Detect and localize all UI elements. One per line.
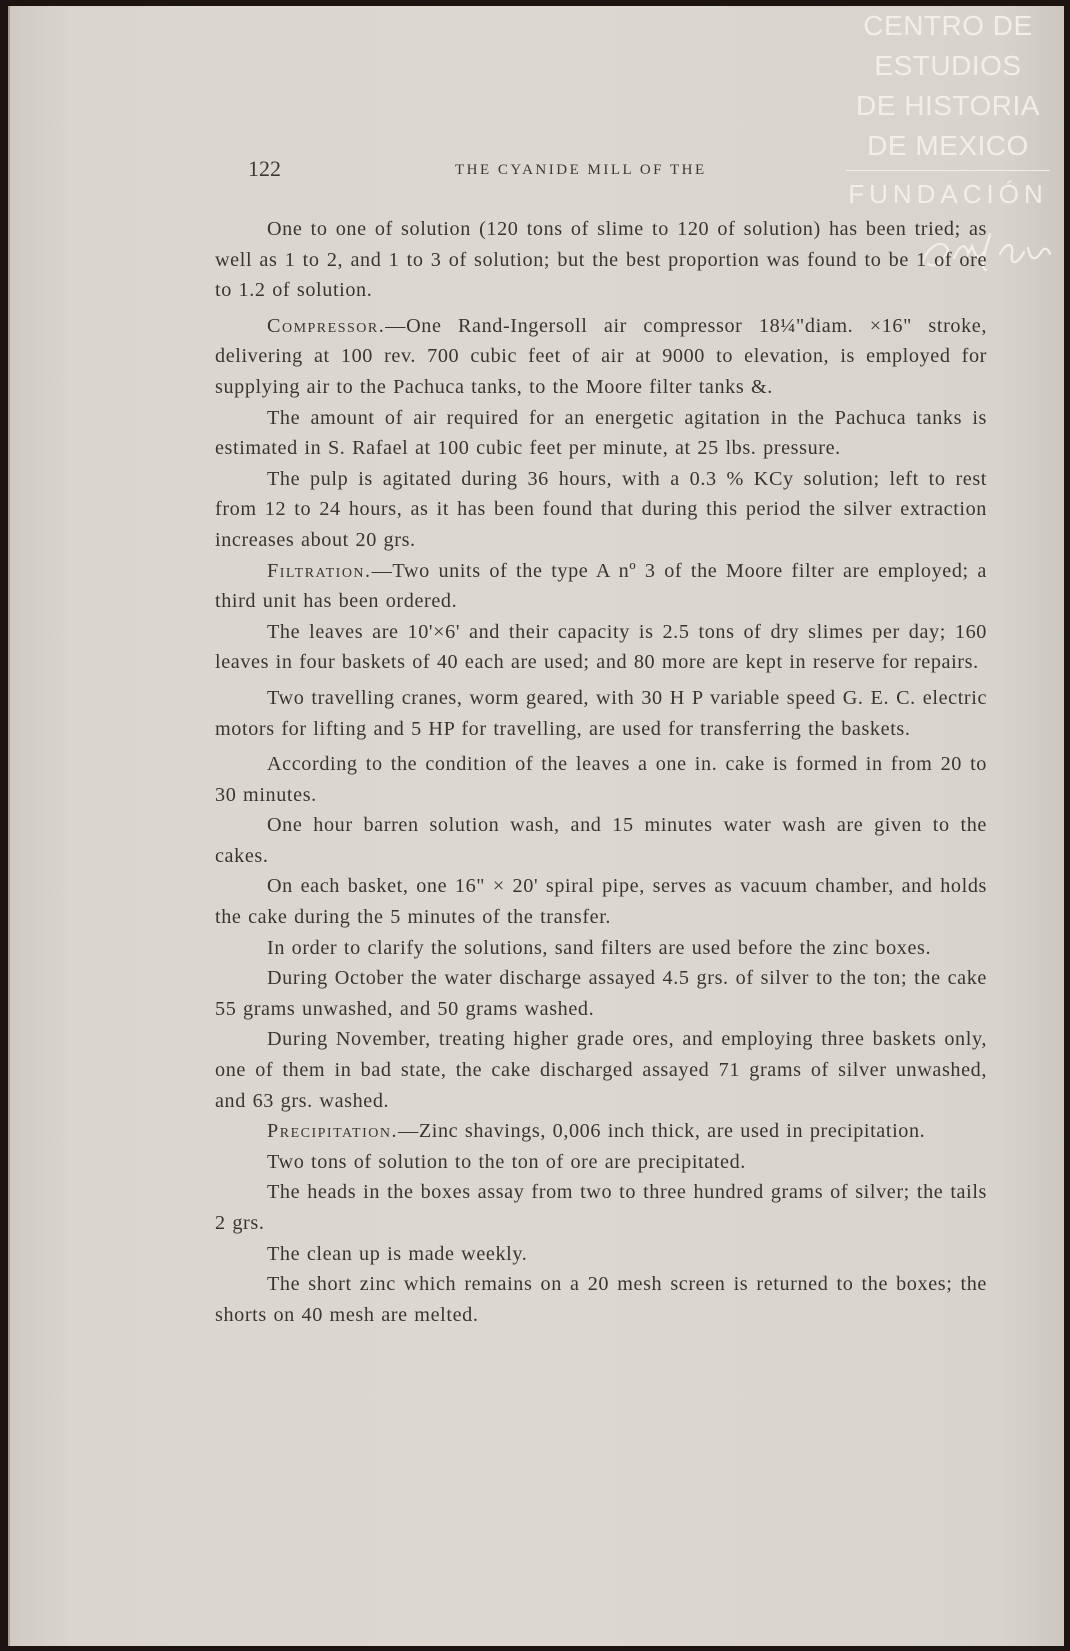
- paragraph-compressor: [215, 311, 987, 403]
- paragraph-filtration: [215, 556, 987, 617]
- paragraph-text: —Two units of the type A nº 3 of the Moore filter are employed; a third unit has been ordered.: [215, 559, 987, 613]
- paragraph-text: The short zinc which remains on a 20 mesh screen is returned to the boxes; the shorts on 40 mesh are melted.: [215, 1273, 987, 1326]
- paragraph-heads-tails: [215, 1177, 987, 1238]
- running-title: THE CYANIDE MILL OF THE: [455, 162, 707, 178]
- paragraph-text: The heads in the boxes assay from two to three hundred grams of silver; the tails 2 grs.: [215, 1181, 987, 1234]
- stamp-line-4: DE MEXICO: [867, 130, 1029, 161]
- paragraph-text: On each basket, one 16" × 20' spiral pipe, serves as vacuum chamber, and holds the cake during the 5 minutes of the transfer.: [215, 875, 987, 929]
- paragraph-text: Two travelling cranes, worm geared, with 30 H P variable speed G. E. C. electric motors for lifting and 5 HP for travelling, are used for transferring the baskets.: [215, 686, 987, 740]
- stamp-fundacion: FUNDACIÓN: [848, 179, 1048, 209]
- paragraph-text: According to the condition of the leaves a one in. cake is formed in from 20 to 30 minutes.: [215, 753, 987, 806]
- paragraph-cranes: [215, 683, 987, 744]
- paragraph-text: Two tons of solution to the ton of ore are precipitated.: [267, 1150, 746, 1173]
- paragraph-text: The leaves are 10'×6' and their capacity is 2.5 tons of dry slimes per day; 160 leaves in four baskets of 40 each are used; and 80 more are kept in reserve for repairs.: [215, 620, 987, 674]
- paragraph-short-zinc: [215, 1269, 987, 1330]
- paragraph-spiral-pipe: [215, 871, 987, 932]
- paragraph-precipitation: [215, 1116, 987, 1147]
- section-lead-filtration: Filtration.: [267, 559, 372, 582]
- paragraph-text: —Zinc shavings, 0,006 inch thick, are used in precipitation.: [398, 1120, 926, 1143]
- paragraph-solution-ratio: [215, 214, 987, 306]
- paragraph-text: One hour barren solution wash, and 15 minutes water wash are given to the cakes.: [215, 814, 987, 867]
- paragraph-agitation: [215, 464, 987, 556]
- paragraph-text: —One Rand-Ingersoll air compressor 18¼"diam. ×16" stroke, delivering at 100 rev. 700 cubic feet of air at 9000 to elevation, is employed for supplying air to the Pachuca tanks, to the Moore filter tanks &.: [215, 314, 987, 398]
- page-number: 122: [248, 156, 281, 181]
- paragraph-text: The amount of air required for an energetic agitation in the Pachuca tanks is estimated in S. Rafael at 100 cubic feet per minute, at 25 lbs. pressure.: [215, 406, 987, 460]
- paragraph-october: [215, 963, 987, 1024]
- stamp-line-3: DE HISTORIA: [856, 90, 1040, 121]
- paragraph-text: In order to clarify the solutions, sand filters are used before the zinc boxes.: [267, 936, 932, 959]
- paragraph-sand-filters: [215, 933, 987, 964]
- paragraph-text: The pulp is agitated during 36 hours, with a 0.3 % KCy solution; left to rest from 12 to 24 hours, as it has been found that during this period the silver extraction increases about 20 grs.: [215, 467, 987, 551]
- paragraph-november: [215, 1024, 987, 1116]
- paragraph-solution-tons: [215, 1147, 987, 1178]
- paragraph-air-amount: [215, 403, 987, 464]
- paragraph-text: The clean up is made weekly.: [267, 1242, 528, 1265]
- body-text: [215, 214, 987, 1330]
- section-lead-precipitation: Precipitation.: [267, 1120, 399, 1143]
- stamp-line-2: ESTUDIOS: [874, 50, 1022, 81]
- stamp-line-1: CENTRO DE: [863, 10, 1033, 41]
- paragraph-clean-up: [215, 1239, 987, 1270]
- paragraph-leaves: [215, 617, 987, 678]
- paragraph-text: During November, treating higher grade ores, and employing three baskets only, one of them in bad state, the cake discharged assayed 71 grams of silver unwashed, and 63 grs. washed.: [215, 1028, 987, 1112]
- paragraph-cake-formation: [215, 749, 987, 810]
- page-header: [240, 156, 960, 186]
- paragraph-text: One to one of solution (120 tons of slime to 120 of solution) has been tried; as well as 1 to 2, and 1 to 3 of solution; but the best proportion was found to be 1 of ore to 1.2 of solution.: [215, 218, 987, 302]
- section-lead-compressor: Compressor.: [267, 314, 386, 337]
- book-page: [8, 6, 1064, 1646]
- paragraph-wash: [215, 810, 987, 871]
- paragraph-text: During October the water discharge assayed 4.5 grs. of silver to the ton; the cake 55 grams unwashed, and 50 grams washed.: [215, 967, 987, 1020]
